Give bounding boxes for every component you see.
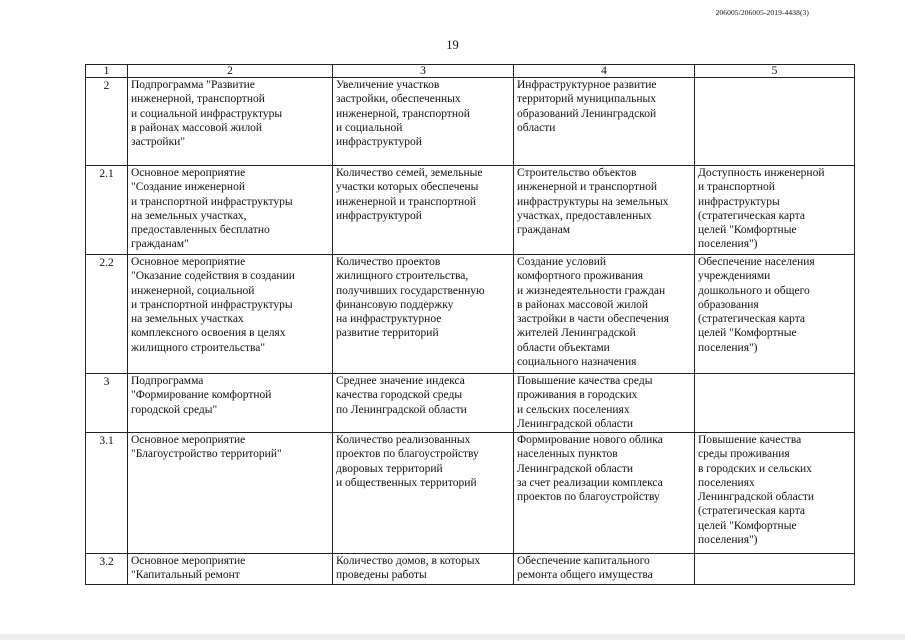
- indicator-cell: Количество проектов жилищного строительства, получивших государственную финансовую поддержку на инфраструктурное развитие территорий: [333, 255, 514, 374]
- program-name-cell: Подпрограмма "Формирование комфортной городской среды": [128, 374, 333, 433]
- program-name-cell: Основное мероприятие "Капитальный ремонт: [128, 554, 333, 585]
- column-header: 2: [128, 65, 333, 78]
- goal-cell: Повышение качества среды проживания в городских и сельских поселениях Ленинградской области (стратегическая карта целей "Комфортные поселения"): [695, 433, 855, 554]
- indicator-cell: Увеличение участков застройки, обеспеченных инженерной, транспортной и социальной инфраструктурой: [333, 78, 514, 166]
- document-id: 206005/206005-2019-4438(3): [715, 8, 809, 17]
- result-cell: Повышение качества среды проживания в городских и сельских поселениях Ленинградской области: [514, 374, 695, 433]
- result-cell: Строительство объектов инженерной и транспортной инфраструктуры на земельных участках, предоставленных гражданам: [514, 166, 695, 255]
- column-header: 4: [514, 65, 695, 78]
- goal-cell: [695, 78, 855, 166]
- table-row: [86, 554, 855, 585]
- result-cell: Инфраструктурное развитие территорий муниципальных образований Ленинградской области: [514, 78, 695, 166]
- goal-cell: Обеспечение населения учреждениями дошкольного и общего образования (стратегическая карта целей "Комфортные поселения"): [695, 255, 855, 374]
- program-name-cell: Основное мероприятие "Благоустройство территорий": [128, 433, 333, 554]
- scan-bottom-edge: [0, 634, 905, 640]
- indicator-cell: Количество домов, в которых проведены работы: [333, 554, 514, 585]
- row-number: 2.1: [86, 166, 128, 255]
- column-number-row: [86, 65, 855, 78]
- goal-cell: [695, 374, 855, 433]
- column-header: 1: [86, 65, 128, 78]
- program-name-cell: Подпрограмма "Развитие инженерной, транспортной и социальной инфраструктуры в районах массовой жилой застройки": [128, 78, 333, 166]
- table-row: [86, 374, 855, 433]
- column-header: 5: [695, 65, 855, 78]
- table-row: [86, 78, 855, 166]
- program-name-cell: Основное мероприятие "Создание инженерной и транспортной инфраструктуры на земельных участках, предоставленных бесплатно гражданам": [128, 166, 333, 255]
- row-number: 2.2: [86, 255, 128, 374]
- column-header: 3: [333, 65, 514, 78]
- row-number: 3: [86, 374, 128, 433]
- page-number: 19: [446, 38, 459, 52]
- indicator-cell: Количество семей, земельные участки которых обеспечены инженерной и транспортной инфраструктурой: [333, 166, 514, 255]
- result-cell: Обеспечение капитального ремонта общего имущества: [514, 554, 695, 585]
- table-row: [86, 433, 855, 554]
- row-number: 2: [86, 78, 128, 166]
- indicator-cell: Количество реализованных проектов по благоустройству дворовых территорий и общественных территорий: [333, 433, 514, 554]
- indicator-cell: Среднее значение индекса качества городской среды по Ленинградской области: [333, 374, 514, 433]
- program-table: [85, 64, 855, 585]
- result-cell: Формирование нового облика населенных пунктов Ленинградской области за счет реализации комплекса проектов по благоустройству: [514, 433, 695, 554]
- goal-cell: Доступность инженерной и транспортной инфраструктуры (стратегическая карта целей "Комфортные поселения"): [695, 166, 855, 255]
- goal-cell: [695, 554, 855, 585]
- row-number: 3.1: [86, 433, 128, 554]
- table-row: [86, 255, 855, 374]
- table-row: [86, 166, 855, 255]
- result-cell: Создание условий комфортного проживания и жизнедеятельности граждан в районах массовой жилой застройки в части обеспечения жителей Ленинградской области объектами социального назначения: [514, 255, 695, 374]
- program-name-cell: Основное мероприятие "Оказание содействия в создании инженерной, социальной и транспортной инфраструктуры на земельных участках комплексного освоения в целях жилищного строительства": [128, 255, 333, 374]
- row-number: 3.2: [86, 554, 128, 585]
